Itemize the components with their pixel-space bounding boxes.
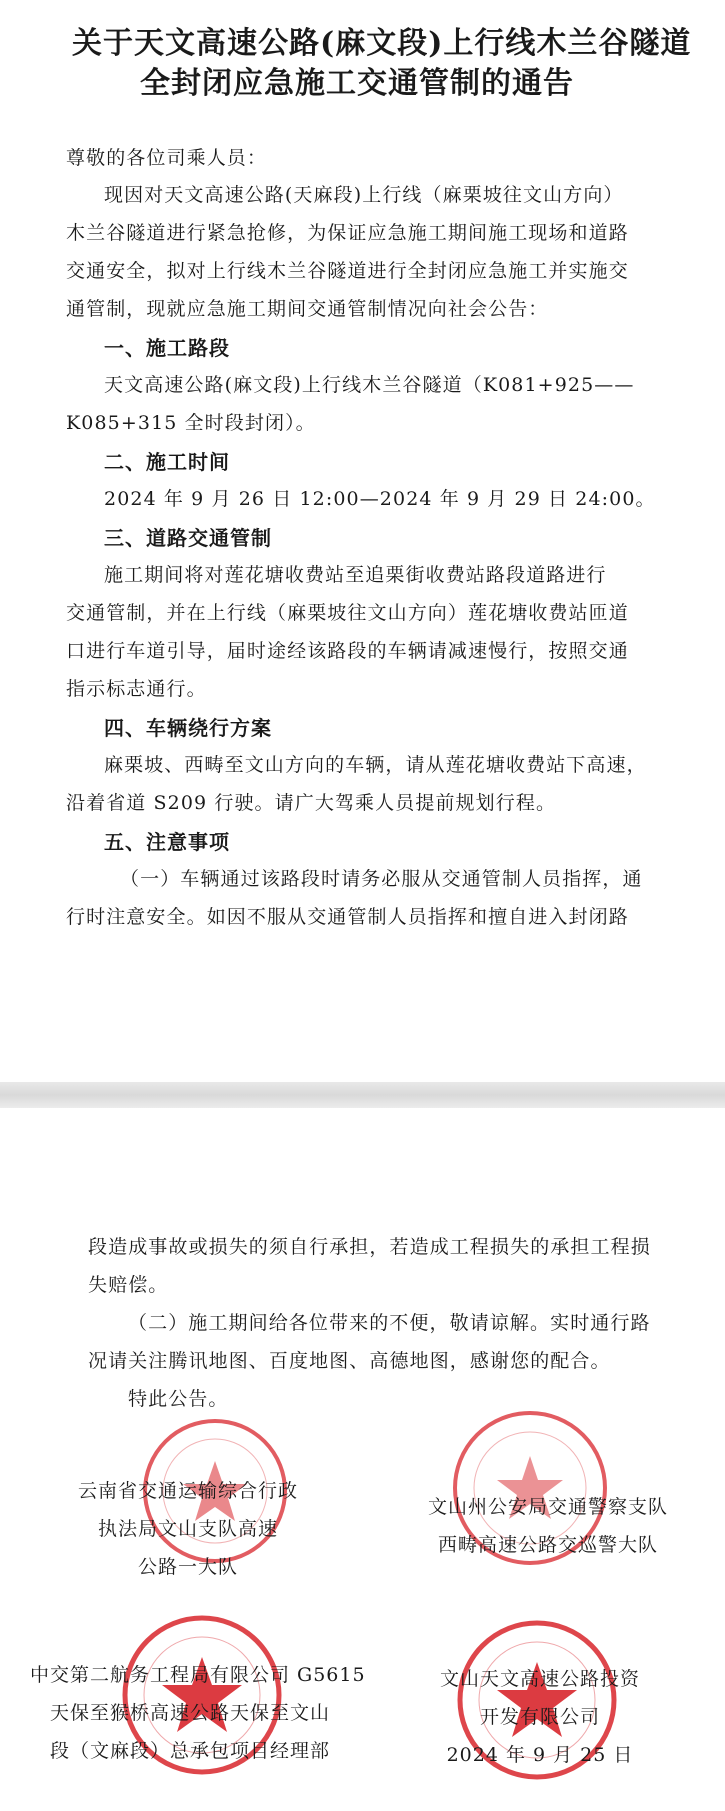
signature-3-line: 天保至猴桥高速公路天保至文山 bbox=[49, 1702, 330, 1724]
section-1-line: K085+315 全时段封闭）。 bbox=[66, 412, 316, 434]
signature-1-line: 公路一大队 bbox=[137, 1556, 238, 1578]
section-heading-3: 三、道路交通管制 bbox=[104, 526, 272, 550]
section-heading-4: 四、车辆绕行方案 bbox=[104, 716, 272, 740]
section-5-line: （一）车辆通过该路段时请务必服从交通管制人员指挥，通 bbox=[120, 868, 643, 890]
section-4-line: 麻栗坡、西畴至文山方向的车辆，请从莲花塘收费站下高速， bbox=[104, 754, 647, 776]
signature-4-line: 开发有限公司 bbox=[479, 1706, 600, 1728]
section-3-line: 施工期间将对莲花塘收费站至追栗街收费站路段道路进行 bbox=[104, 564, 607, 586]
notice-2-line: 况请关注腾讯地图、百度地图、高德地图，感谢您的配合。 bbox=[88, 1350, 611, 1372]
title-line-2: 全封闭应急施工交通管制的通告 bbox=[140, 66, 574, 101]
notice-2-line: （二）施工期间给各位带来的不便，敬请谅解。实时通行路 bbox=[128, 1312, 651, 1334]
section-3-line: 指示标志通行。 bbox=[66, 678, 207, 700]
section-3-line: 交通管制，并在上行线（麻栗坡往文山方向）莲花塘收费站匝道 bbox=[66, 602, 629, 624]
signature-3-line: 段（文麻段）总承包项目经理部 bbox=[49, 1740, 330, 1762]
section-1-line: 天文高速公路(麻文段)上行线木兰谷隧道（K081+925—— bbox=[104, 374, 635, 396]
section-heading-5: 五、注意事项 bbox=[104, 830, 230, 854]
intro-line: 交通安全，拟对上行线木兰谷隧道进行全封闭应急施工并实施交 bbox=[66, 260, 629, 282]
section-4-line: 沿着省道 S209 行驶。请广大驾乘人员提前规划行程。 bbox=[66, 792, 557, 814]
continuation-line: 段造成事故或损失的须自行承担，若造成工程损失的承担工程损 bbox=[88, 1236, 651, 1258]
continuation-line: 失赔偿。 bbox=[88, 1274, 169, 1296]
section-3-line: 口进行车道引导，届时途经该路段的车辆请减速慢行，按照交通 bbox=[66, 640, 629, 662]
signature-2-line: 西畴高速公路交巡警大队 bbox=[437, 1534, 658, 1556]
section-heading-1: 一、施工路段 bbox=[104, 336, 230, 360]
signature-2-line: 文山州公安局交通警察支队 bbox=[427, 1496, 668, 1518]
document-page-2 bbox=[0, 1108, 725, 1811]
closing-line: 特此公告。 bbox=[128, 1388, 229, 1410]
signature-1-line: 执法局文山支队高速 bbox=[97, 1518, 278, 1540]
section-heading-2: 二、施工时间 bbox=[104, 450, 230, 474]
intro-line: 木兰谷隧道进行紧急抢修，为保证应急施工期间施工现场和道路 bbox=[66, 222, 629, 244]
intro-line: 现因对天文高速公路(天麻段)上行线（麻栗坡往文山方向） bbox=[104, 184, 624, 206]
page-separator bbox=[0, 1082, 725, 1108]
signature-3-line: 中交第二航务工程局有限公司 G5615 bbox=[30, 1664, 366, 1686]
intro-line: 通管制，现就应急施工期间交通管制情况向社会公告： bbox=[66, 298, 549, 320]
section-2-line: 2024 年 9 月 26 日 12:00—2024 年 9 月 29 日 24:00。 bbox=[104, 488, 656, 510]
salutation: 尊敬的各位司乘人员： bbox=[66, 147, 268, 169]
signature-date: 2024 年 9 月 25 日 bbox=[446, 1744, 634, 1766]
title-line-1: 关于天文高速公路(麻文段)上行线木兰谷隧道 bbox=[72, 26, 692, 61]
section-5-line: 行时注意安全。如因不服从交通管制人员指挥和擅自进入封闭路 bbox=[66, 906, 629, 928]
signature-1-line: 云南省交通运输综合行政 bbox=[78, 1480, 299, 1502]
signature-4-line: 文山天文高速公路投资 bbox=[439, 1668, 640, 1690]
